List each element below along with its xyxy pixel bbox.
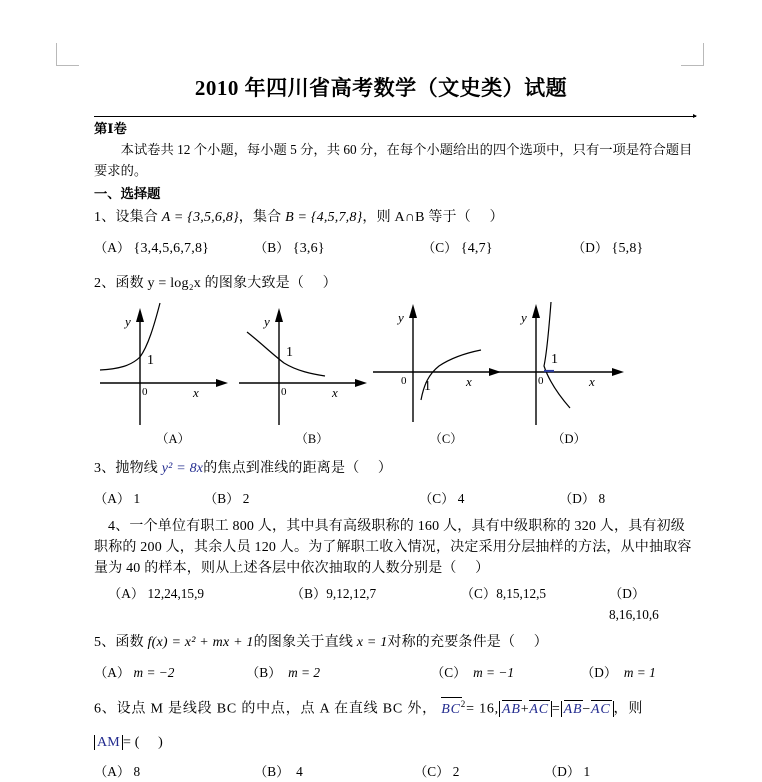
q5-prefix: 函数 [115, 635, 148, 650]
q1-math-b: B = {4,5,7,8} [285, 210, 363, 225]
svg-text:0: 0 [281, 386, 287, 398]
question-6 [94, 694, 694, 782]
q3-option-a-label: （A） [94, 491, 131, 506]
section-label: 第Ⅰ卷 [94, 121, 127, 136]
q3-prefix: 抛物线 [115, 461, 162, 476]
q5-option-a-label: （A） [94, 665, 131, 680]
q1-prefix: 设集合 [115, 210, 162, 225]
q1-math-a: A = {3,5,6,8} [161, 210, 239, 225]
q6-vector-am: AM [97, 734, 120, 750]
q4-option-b [291, 583, 461, 625]
q1-option-b-label: （B） [254, 240, 290, 255]
crop-mark-top-left [56, 43, 79, 66]
figure-a-label: （A） [155, 432, 191, 446]
instructions: 本试卷共 12 个小题，每小题 5 分，共 60 分，在每个小题给出的四个选项中，只有一项是符合题目要求的。 [94, 142, 693, 178]
q3-option-c-text: 4 [457, 491, 465, 506]
q6-option-d-text: 1 [583, 763, 591, 779]
q3-option-a [94, 488, 204, 509]
q5-option-b [246, 662, 431, 683]
document-body [94, 118, 694, 782]
question-2 [94, 273, 694, 448]
crop-mark-top-right [681, 43, 704, 66]
question-1-stem [94, 207, 694, 228]
q4-number: 4、 [108, 519, 130, 534]
q4-stem-text: 一个单位有职工 800 人，其中具有高级职称的 160 人，具有中级职称的 320 人，具有初级职称的 200 人，其余人员 120 人。为了解职工收入情况，决定采用分层抽样的方法，从中抽取容量为 40 的样本，则从上述各层中依次抽取的人数分别是（ [94, 519, 692, 576]
q4-option-c [461, 583, 609, 625]
q6-option-d-label: （D） [544, 763, 581, 779]
q6-option-d [544, 761, 590, 782]
q6-option-b-label: （B） [254, 763, 290, 779]
q1-option-d [572, 237, 643, 259]
svg-text:0: 0 [142, 386, 148, 398]
figure-b [237, 300, 387, 448]
q1-option-c-text: {4,7} [460, 241, 493, 256]
q4-option-d-label: （D） [608, 586, 646, 601]
figure-c-label: （C） [429, 432, 463, 446]
q3-option-b-text: 2 [242, 491, 250, 506]
q4-option-c-text: 8,15,12,5 [496, 586, 547, 601]
figure-b-label: （B） [295, 432, 329, 446]
q5-option-a [94, 662, 246, 683]
svg-text:y: y [264, 314, 270, 329]
q2-stem-text: 函数 y = log₂x 的图象大致是（ [115, 276, 305, 291]
question-2-stem [94, 273, 694, 294]
q6-minus: − [582, 701, 592, 717]
q2-close: ） [322, 276, 337, 291]
q6-eq: = 16, [466, 701, 499, 717]
svg-text:x: x [466, 374, 472, 389]
q3-math: y² = 8x [161, 461, 204, 476]
q5-mid: 的图象关于直线 [253, 635, 357, 650]
svg-text:1: 1 [286, 345, 293, 360]
svg-text:1: 1 [147, 353, 154, 368]
q4-close: ） [475, 561, 490, 576]
q3-option-c [419, 488, 559, 509]
question-4-stem [94, 516, 694, 579]
q5-close: ） [533, 635, 548, 650]
q5-math-2: x = 1 [356, 635, 388, 650]
q3-option-b-label: （B） [204, 491, 240, 506]
q6-option-a-text: 8 [133, 763, 141, 779]
question-3-stem [94, 458, 694, 479]
q5-option-b-label: （B） [246, 665, 282, 680]
q3-close: ） [377, 461, 393, 476]
q1-option-d-text: {5,8} [611, 241, 644, 256]
q6-vector-ab: AB [501, 701, 521, 717]
q3-option-b [204, 488, 419, 509]
q3-option-d-label: （D） [559, 491, 596, 506]
q6-option-b-text: 4 [296, 763, 303, 779]
q4-option-d [609, 583, 694, 625]
q1-mid: ，集合 [238, 210, 286, 225]
q4-option-a [108, 583, 291, 625]
q5-option-c-text: m = −1 [473, 665, 514, 680]
q6-vector-ab-2: AB [563, 701, 583, 717]
q4-option-a-label: （A） [108, 586, 145, 601]
question-1 [94, 207, 694, 259]
svg-text:y: y [521, 310, 527, 325]
q5-option-d-label: （D） [581, 665, 618, 680]
q2-number: 2、 [94, 276, 116, 291]
q5-option-b-text: m = 2 [288, 665, 320, 680]
q1-option-a [94, 237, 254, 259]
q6-plus: + [520, 701, 530, 717]
question-6-options [94, 761, 694, 782]
part-heading: 一、选择题 [94, 186, 161, 201]
question-4 [94, 516, 694, 625]
svg-text:y: y [398, 310, 404, 325]
question-1-options [94, 237, 694, 259]
q6-equals: = [551, 701, 561, 717]
q5-suffix: 对称的充要条件是（ [387, 635, 516, 650]
q6-suffix: ，则 [613, 701, 644, 717]
figure-d-label: （D） [551, 432, 587, 446]
q5-option-c [431, 662, 581, 683]
q6-abs-1 [499, 701, 552, 717]
q6-vector-bc: BC [441, 698, 461, 720]
q6-prefix: 设点 M 是线段 BC 的中点，点 A 在直线 BC 外， [116, 701, 437, 717]
question-3 [94, 458, 694, 509]
q3-number: 3、 [94, 461, 116, 476]
question-5-options [94, 662, 694, 683]
q1-option-b [254, 237, 422, 259]
q6-number: 6、 [94, 701, 117, 717]
q6-abs-am [94, 735, 123, 750]
q6-vector-ac-2: AC [591, 701, 611, 717]
q3-option-d-text: 8 [598, 491, 606, 506]
q6-bc-exponent: 2 [460, 699, 467, 709]
q6-option-a [94, 761, 254, 782]
q5-option-d-text: m = 1 [623, 665, 656, 680]
q4-option-b-text: 9,12,12,7 [326, 586, 377, 601]
q4-option-d-text: 8,16,10,6 [608, 607, 659, 622]
q1-option-c-label: （C） [422, 240, 458, 255]
q6-option-c-text: 2 [452, 763, 460, 779]
q3-suffix: 的焦点到准线的距离是（ [203, 461, 360, 476]
q6-option-c-label: （C） [414, 763, 450, 779]
q3-option-a-text: 1 [133, 491, 141, 506]
svg-text:y: y [125, 314, 131, 329]
question-5 [94, 632, 694, 683]
svg-text:0: 0 [538, 375, 544, 387]
question-3-options [94, 488, 694, 509]
svg-text:0: 0 [401, 375, 407, 387]
q6-option-b [254, 761, 414, 782]
q5-option-d [581, 662, 656, 683]
q1-option-c [422, 237, 572, 259]
q6-option-c [414, 761, 544, 782]
q5-math: f(x) = x² + mx + 1 [147, 635, 254, 650]
question-6-stem [94, 694, 694, 720]
svg-text:x: x [332, 385, 338, 400]
q3-option-c-label: （C） [419, 491, 455, 506]
q5-option-a-text: m = −2 [133, 665, 175, 680]
q6-line2-rest: = ( [122, 734, 140, 750]
q1-option-a-label: （A） [94, 240, 131, 255]
svg-text:1: 1 [551, 352, 558, 367]
q6-abs-2 [561, 701, 614, 717]
q4-option-a-text: 12,24,15,9 [147, 586, 205, 601]
q1-close: ） [489, 210, 504, 225]
q6-option-a-label: （A） [94, 763, 131, 779]
question-2-figures [94, 300, 694, 448]
svg-text:x: x [589, 374, 595, 389]
page-title: 2010 年四川省高考数学（文史类）试题 [194, 76, 568, 100]
q1-suffix: ，则 A∩B 等于（ [362, 210, 471, 225]
q6-vector-ac: AC [529, 701, 549, 717]
q3-option-d [559, 488, 605, 509]
svg-text:x: x [193, 385, 199, 400]
question-4-options [94, 583, 694, 625]
q1-option-b-text: {3,6} [292, 241, 325, 256]
svg-text:1: 1 [424, 379, 431, 394]
figure-d [494, 300, 644, 448]
q1-option-a-text: {3,4,5,6,7,8} [133, 241, 210, 256]
question-5-stem [94, 632, 694, 653]
q6-line2-close: ) [158, 734, 164, 750]
q5-option-c-label: （C） [431, 665, 467, 680]
q4-option-b-label: （B） [290, 586, 327, 601]
q5-number: 5、 [94, 635, 116, 650]
q4-option-c-label: （C） [460, 586, 497, 601]
question-6-stem-line2 [94, 732, 694, 753]
figure-a [98, 300, 248, 448]
q1-option-d-label: （D） [572, 240, 609, 255]
q1-number: 1、 [94, 210, 116, 225]
